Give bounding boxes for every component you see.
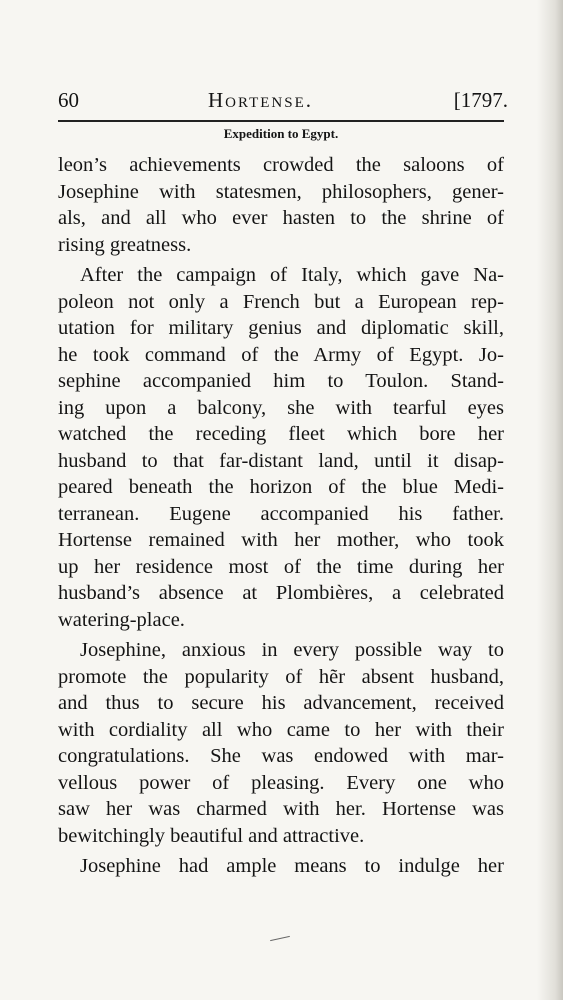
text-line: terranean. Eugene accompanied his father. [58, 502, 504, 525]
text-line: saw her was charmed with her. Hortense was [58, 798, 504, 820]
text-line: utation for military genius and diplomatic skill, [58, 317, 504, 339]
text-line: Josephine, anxious in every possible way to [80, 639, 504, 661]
book-title: Hortense. [208, 88, 314, 112]
body-text [58, 152, 504, 880]
ink-mark [270, 936, 290, 941]
text-line: ing upon a balcony, she with tearful eyes [58, 396, 504, 419]
text-line: with cordiality all who came to her with their [58, 718, 504, 741]
text-line: Hortense remained with her mother, who took [58, 529, 504, 551]
header-rule [58, 120, 504, 122]
text-line: peared beneath the horizon of the blue Medi- [58, 476, 504, 498]
text-line: leon’s achievements crowded the saloons of [58, 154, 504, 176]
text-line: vellous power of pleasing. Every one who [58, 771, 504, 794]
text-line: husband to that far-distant land, until it disap- [58, 449, 504, 472]
page-number: 60 [58, 88, 79, 112]
text-line: bewitchingly beautiful and attractive. [58, 824, 365, 847]
paragraph-4 [58, 853, 504, 880]
text-line: watched the receding fleet which bore her [58, 423, 504, 445]
page-gutter-shadow [537, 0, 563, 1000]
running-head [58, 86, 508, 114]
text-line: Josephine with statesmen, philosophers, gener- [58, 180, 504, 203]
chapter-subtitle: Expedition to Egypt. [223, 126, 339, 141]
text-line: After the campaign of Italy, which gave Na- [80, 264, 504, 286]
paragraph-1 [58, 152, 504, 258]
text-line: he took command of the Army of Egypt. Jo- [58, 343, 504, 366]
text-line: rising greatness. [58, 233, 192, 256]
text-line: congratulations. She was endowed with mar- [58, 745, 504, 767]
text-line: als, and all who ever hasten to the shrine of [58, 207, 504, 229]
text-line: and thus to secure his advancement, received [58, 692, 504, 714]
paragraph-2 [58, 262, 504, 633]
text-line: watering-place. [58, 608, 185, 631]
text-line: sephine accompanied him to Toulon. Stand- [58, 370, 504, 392]
text-line: promote the popularity of hẽr absent husband, [58, 665, 504, 688]
paragraph-3 [58, 637, 504, 849]
year-marker: [1797. [453, 88, 508, 112]
text-line: husband’s absence at Plombières, a celebrated [58, 582, 504, 604]
text-line: Josephine had ample means to indulge her [80, 855, 504, 877]
text-line: up her residence most of the time during her [58, 555, 504, 578]
text-line: poleon not only a French but a European rep- [58, 290, 504, 313]
